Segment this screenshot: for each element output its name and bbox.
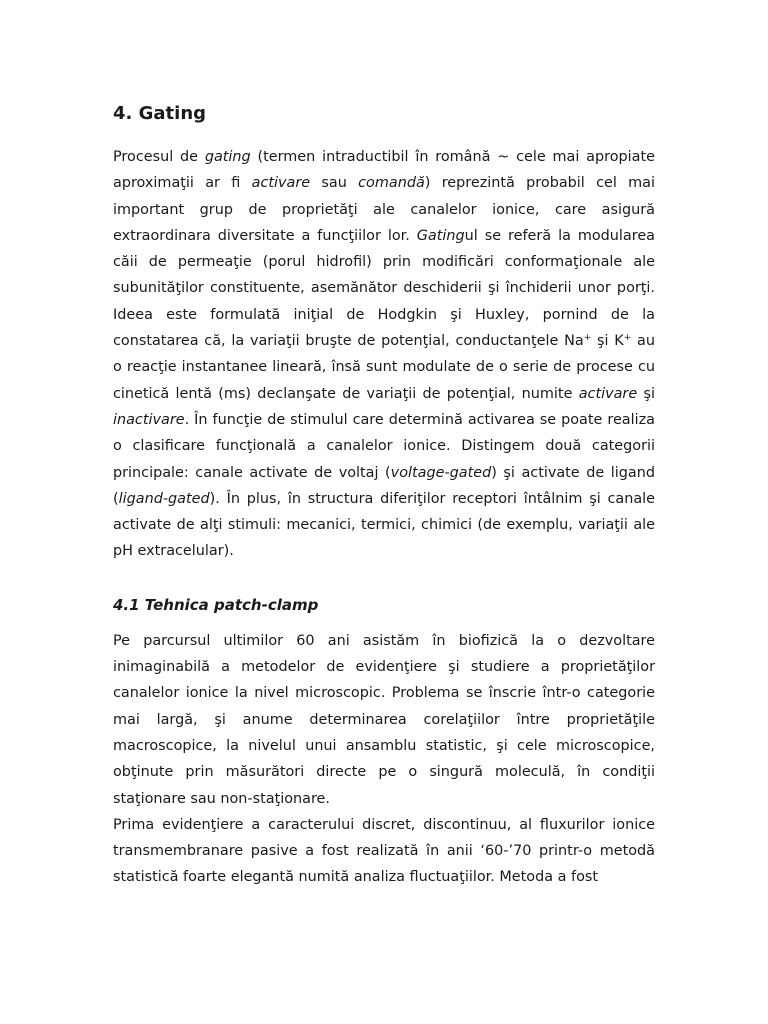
- text-run: (termen intraductibil în română ~ cele mai apropiate aproximaţii ar fi: [113, 149, 655, 192]
- text-run: şi: [637, 385, 655, 402]
- text-run: şi K: [591, 333, 624, 350]
- text-run: . În funcţie de stimulul care determină activarea se poate realiza o clasificare funcţională a canalelor ionice. Distingem două categorii principale: canale activate de voltaj (: [113, 411, 655, 481]
- text-run: ). În plus, în structura diferiţilor receptori întâlnim şi canale activate de alţi stimuli: mecanici, termici, chimici (de exemplu, variaţii ale pH extracelular).: [113, 490, 655, 560]
- patch-clamp-paragraph-2: Prima evidenţiere a caracterului discret, discontinuu, al fluxurilor ionice transmembranare pasive a fost realizată în anii ‘60-’70 printr-o metodă statistică foarte elegantă numită analiza fluctuaţiilor. Metoda a fost: [113, 816, 655, 886]
- italic-term: activare: [578, 385, 638, 402]
- text-run: au o reacţie instantanee lineară, însă sunt modulate de o serie de procese cu cinetică lentă (ms) declanşate de variaţii de potenţial, numite: [113, 333, 655, 402]
- text-run: sau: [310, 175, 359, 192]
- subsection-title: 4.1 Tehnica patch-clamp: [113, 595, 319, 614]
- italic-term: comandă: [358, 175, 425, 192]
- italic-term: ligand-gated: [118, 490, 210, 507]
- text-run: ) reprezintă probabil cel mai important grup de proprietăţi ale canalelor ionice, care asigură extraordinara diversitate a funcţiilor lor.: [113, 175, 655, 244]
- italic-term: gating: [204, 149, 251, 165]
- italic-term: activare: [251, 175, 311, 192]
- text-run: Procesul de: [113, 149, 205, 165]
- charge-superscript: +: [583, 333, 592, 344]
- text-run: ) şi activate de ligand (: [113, 464, 655, 507]
- document-page: [113, 100, 655, 891]
- section-title: 4. Gating: [113, 103, 207, 124]
- gating-paragraph: [113, 144, 655, 565]
- italic-term: Gating: [416, 227, 465, 244]
- italic-term: inactivare: [113, 411, 185, 428]
- charge-superscript: +: [623, 333, 632, 344]
- patch-clamp-paragraph-1: Pe parcursul ultimilor 60 ani asistăm în biofizică la o dezvoltare inimaginabilă a metodelor de evidenţiere şi studiere a proprietăţilor canalelor ionice la nivel microscopic. Problema se înscrie într-o categorie mai largă, şi anume determinarea corelaţiilor între proprietăţile macroscopice, la nivelul unui ansamblu statistic, şi cele microscopice, obţinute prin măsurători directe pe o singură moleculă, în condiţii staţionare sau non-staţionare.: [113, 632, 655, 807]
- text-run: ul se referă la modularea căii de permeaţie (porul hidrofil) prin modificări conformaţionale ale subunităţilor constituente, asemănător deschiderii şi închiderii unor porţi. Ideea este formulată iniţial de Hodgkin şi Huxley, pornind de la constatarea că, la variaţii bruşte de potenţial, conductanţele Na: [113, 227, 655, 350]
- italic-term: voltage-gated: [390, 464, 492, 481]
